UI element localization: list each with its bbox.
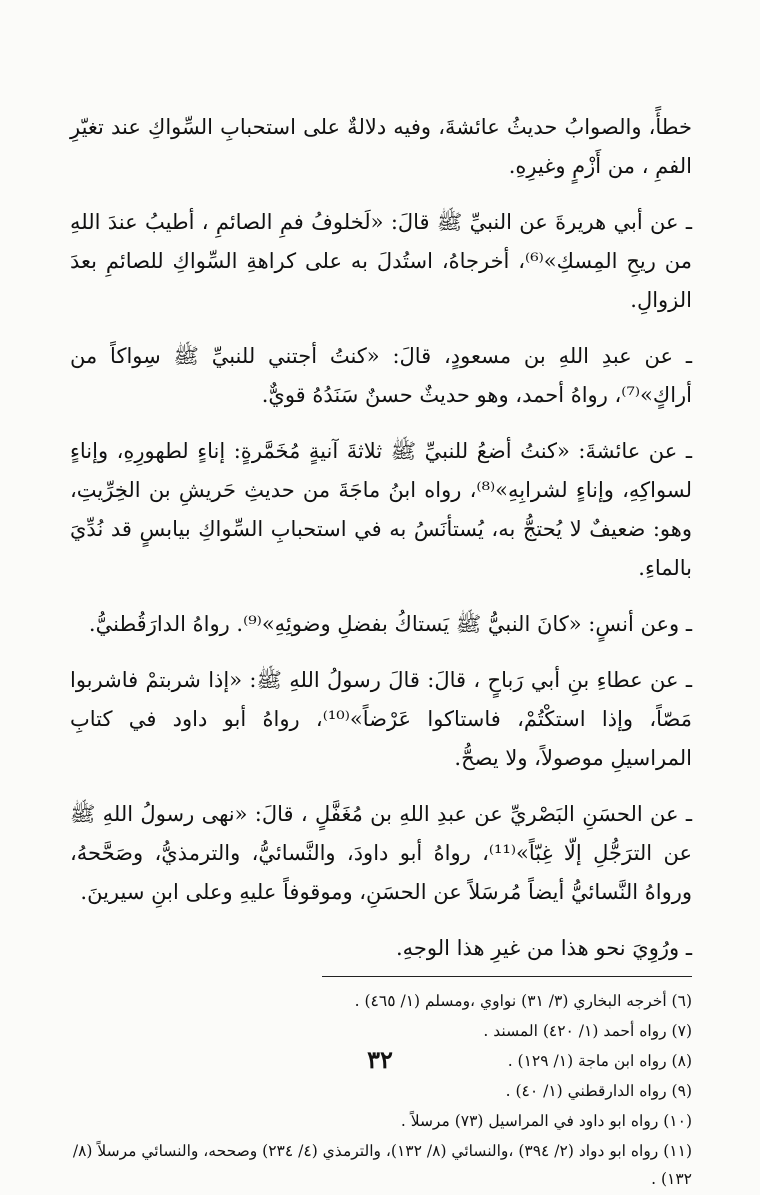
paragraph-2: ـ عن أبي هريرةَ عن النبيِّ ﷺ قالَ: «لَخلوفُ فمِ الصائمِ ، أطيبُ عندَ اللهِ من ريحِ المِسكِ»⁽⁶⁾، أخرجاهُ، استُدلَ به على كراهةِ السِّواكِ للصائمِ بعدَ الزوالِ. <box>70 210 692 312</box>
paragraph-1: خطأً، والصوابُ حديثُ عائشةَ، وفيه دلالةٌ على استحبابِ السِّواكِ عند تغيّرِ الفمِ ، من أَزْمٍ وغيرِهِ. <box>70 115 692 178</box>
footnote-8: (٨) رواه ابن ماجة (١/ ١٢٩) . <box>507 1052 692 1070</box>
page-body <box>70 108 692 1195</box>
paragraph-8: ـ ورُوِيَ نحو هذا من غيرِ هذا الوجهِ. <box>396 936 692 960</box>
footnotes <box>70 987 692 1193</box>
paragraph-5: ـ وعن أنسٍ: «كانَ النبيُّ ﷺ يَستاكُ بفضلِ وضوئِهِ»⁽⁹⁾. رواهُ الدارَقُطنيُّ. <box>88 612 692 636</box>
footnote-10: (١٠) رواه ابو داود في المراسيل (٧٣) مرسلاً . <box>400 1112 692 1130</box>
paragraph-6: ـ عن عطاءِ بنِ أبي رَباحٍ ، قالَ: قالَ رسولُ اللهِ ﷺ: «إذا شربتمْ فاشربوا مَصّاً، وإذا استكْتُمْ، فاستاكوا عَرْضاً»⁽¹⁰⁾، رواهُ أبو داود في كتابِ المراسيلِ موصولاً، ولا يصحُّ. <box>70 668 692 770</box>
paragraph-3: ـ عن عبدِ اللهِ بن مسعودٍ، قالَ: «كنتُ أجتني للنبيِّ ﷺ سِواكاً من أراكٍ»⁽⁷⁾، رواهُ أحمد، وهو حديثٌ حسنٌ سَنَدُهُ قويٌّ. <box>70 344 692 407</box>
page-number: ٣٢ <box>367 1045 393 1074</box>
footnote-11: (١١) رواه ابو دواد (٢/ ٣٩٤) ،والنسائي (٨/ ١٣٢)، والترمذي (٤/ ٢٣٤) وصححه، والنسائي مرسلاً (٨/ ١٣٢) . <box>72 1142 692 1188</box>
footnote-9: (٩) رواه الدارقطني (١/ ٤٠) . <box>505 1082 692 1100</box>
paragraph-4: ـ عن عائشةَ: «كنتُ أضعُ للنبيِّ ﷺ ثلاثةَ آنيةٍ مُخَمَّرةٍ: إناءٍ لطهورِهِ، وإناءٍ لسواكِهِ، وإناءٍ لشرابِهِ»⁽⁸⁾، رواه ابنُ ماجَةَ من حديثِ حَريشِ بن الخِرِّيتِ، وهو: ضعيفٌ لا يُحتجُّ به، يُستأنَسُ به في استحبابِ السِّواكِ بيابسٍ قد نُدِّيَ بالماءِ. <box>70 439 692 580</box>
footnote-6: (٦) أخرجه البخاري (٣/ ٣١) نواوي ،ومسلم (١/ ٤٦٥) . <box>354 992 692 1010</box>
paragraph-7: ـ عن الحسَنِ البَصْريِّ عن عبدِ اللهِ بن مُغَفَّلٍ ، قالَ: «نهى رسولُ اللهِ ﷺ عن الترَجُّلِ إلّا غِبّاً»⁽¹¹⁾، رواهُ أبو داودَ، والنَّسائيُّ، والترمذيُّ، وصَحَّحهُ، ورواهُ النَّسائيُّ أيضاً مُرسَلاً عن الحسَنِ، وموقوفاً عليهِ وعلى ابنِ سيرينَ. <box>70 802 692 904</box>
footnote-divider <box>322 976 692 977</box>
footnote-7: (٧) رواه أحمد (١/ ٤٢٠) المسند . <box>483 1022 692 1040</box>
